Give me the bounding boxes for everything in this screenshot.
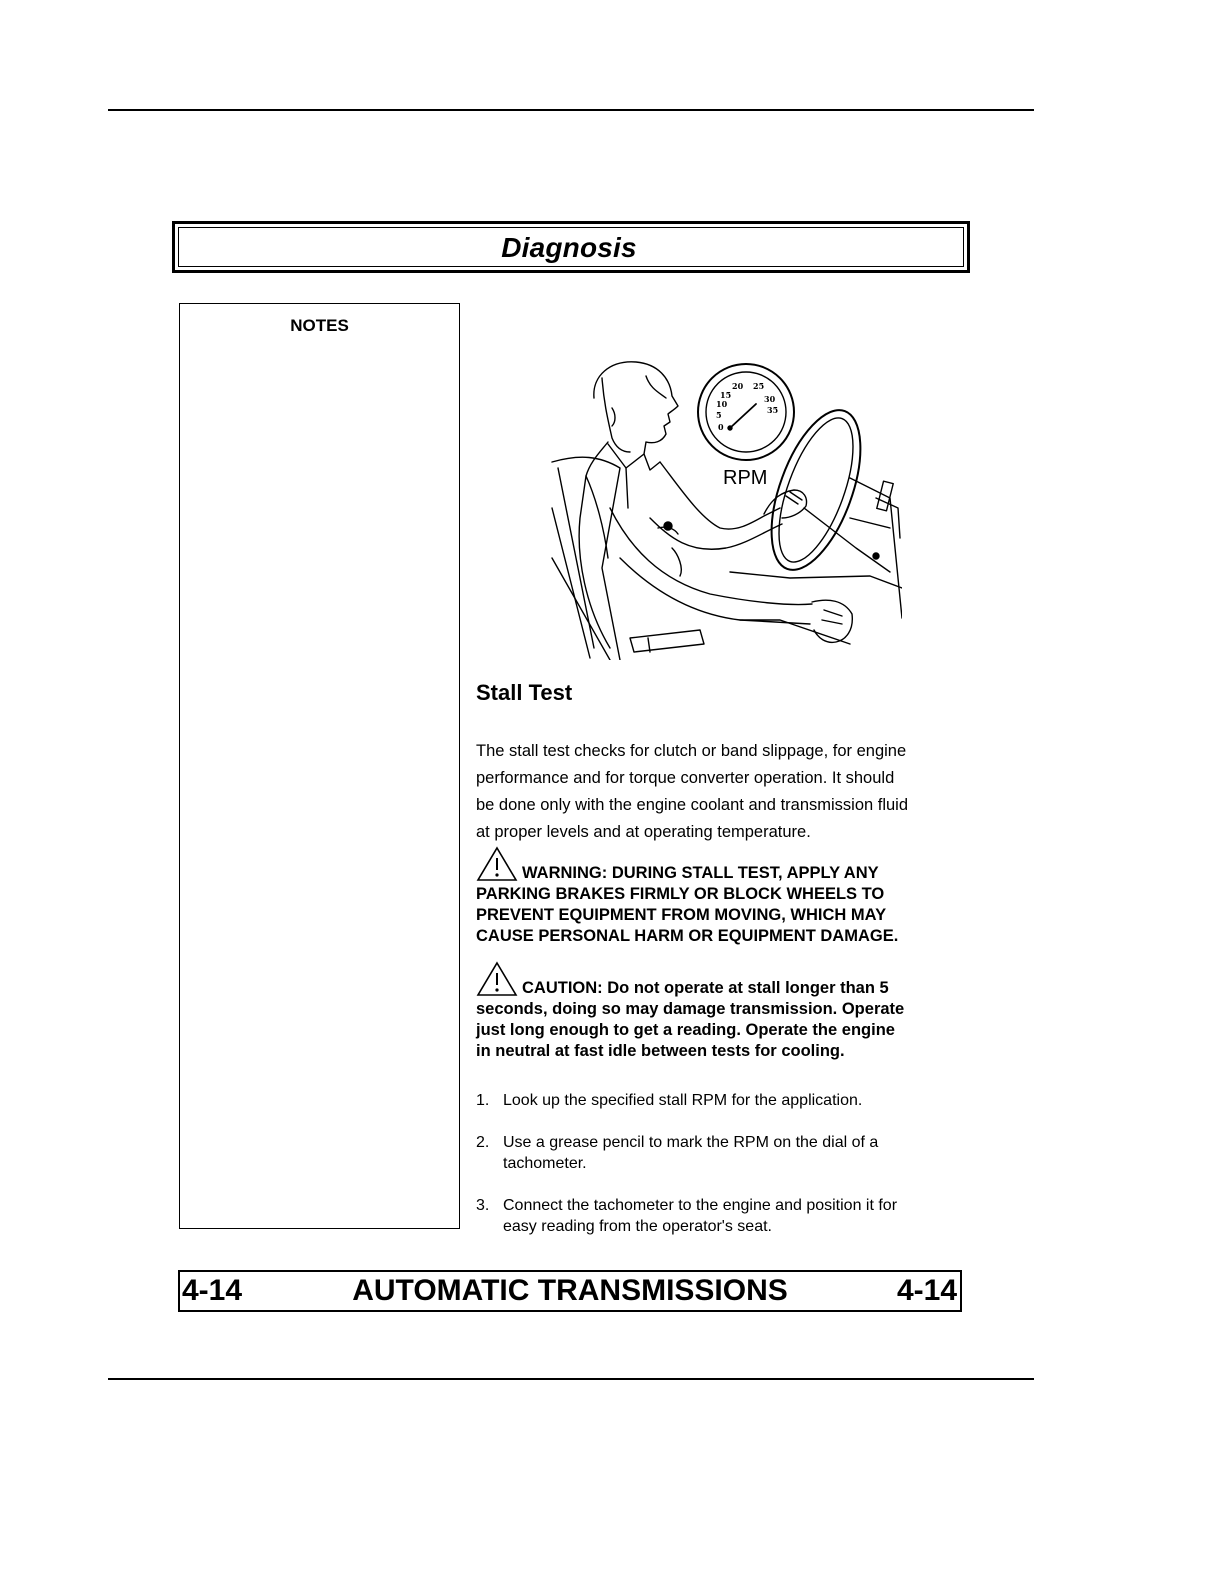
list-item	[476, 1195, 958, 1237]
warning-line: PARKING BRAKES FIRMLY OR BLOCK WHEELS TO	[476, 885, 885, 903]
procedure-steps	[476, 1090, 958, 1258]
dial-num-0: 0	[718, 422, 724, 432]
step-line: easy reading from the operator's seat.	[503, 1218, 772, 1235]
intro-line: be done only with the engine coolant and transmission fluid	[476, 796, 909, 814]
step-line: tachometer.	[503, 1155, 587, 1172]
dial-num-20: 20	[732, 381, 744, 391]
caution-line: just long enough to get a reading. Operate the engine	[476, 1021, 895, 1039]
intro-line: performance and for torque converter operation. It should	[476, 769, 895, 787]
dial-num-15: 15	[720, 390, 732, 400]
step-number: 1.	[476, 1092, 490, 1109]
stall-test-heading: Stall Test	[476, 680, 573, 705]
notes-label: NOTES	[290, 316, 349, 335]
caution-notice	[476, 961, 958, 1062]
notes-box	[179, 303, 460, 1229]
caution-line: CAUTION: Do not operate at stall longer than 5	[522, 979, 889, 997]
bottom-rule	[108, 1378, 1034, 1380]
intro-line: at proper levels and at operating temperature.	[476, 823, 811, 841]
list-item	[476, 1090, 958, 1111]
warning-line: PREVENT EQUIPMENT FROM MOVING, WHICH MAY	[476, 906, 887, 924]
warning-notice	[476, 846, 958, 947]
dial-num-10: 10	[716, 399, 728, 409]
dial-num-5: 5	[716, 410, 722, 420]
intro-line: The stall test checks for clutch or band slippage, for engine	[476, 742, 907, 760]
section-title: Diagnosis	[501, 232, 637, 263]
page-number-left: 4-14	[182, 1274, 243, 1307]
dial-num-25: 25	[753, 381, 765, 391]
section-title-frame	[172, 221, 970, 273]
page-number-right: 4-14	[896, 1274, 957, 1307]
top-rule	[108, 109, 1034, 111]
step-line: Connect the tachometer to the engine and position it for	[503, 1197, 898, 1214]
rpm-label: RPM	[723, 467, 768, 489]
caution-line: seconds, doing so may damage transmission. Operate	[476, 1000, 905, 1018]
step-number: 3.	[476, 1197, 490, 1214]
dial-num-35: 35	[767, 405, 779, 415]
page-footer	[178, 1270, 962, 1312]
caution-triangle-icon	[476, 961, 518, 997]
warning-triangle-icon	[476, 846, 518, 882]
caution-line: in neutral at fast idle between tests for cooling.	[476, 1042, 845, 1060]
step-number: 2.	[476, 1134, 490, 1151]
warning-line: WARNING: DURING STALL TEST, APPLY ANY	[522, 864, 879, 882]
step-line: Look up the specified stall RPM for the application.	[503, 1092, 863, 1109]
intro-paragraph	[476, 738, 958, 846]
step-line: Use a grease pencil to mark the RPM on the dial of a	[503, 1134, 879, 1151]
chapter-title: AUTOMATIC TRANSMISSIONS	[352, 1274, 788, 1307]
stall-test-illustration	[550, 358, 902, 660]
list-item	[476, 1132, 958, 1174]
tachometer-gauge	[698, 364, 794, 460]
warning-line: CAUSE PERSONAL HARM OR EQUIPMENT DAMAGE.	[476, 927, 899, 945]
dial-num-30: 30	[764, 394, 776, 404]
